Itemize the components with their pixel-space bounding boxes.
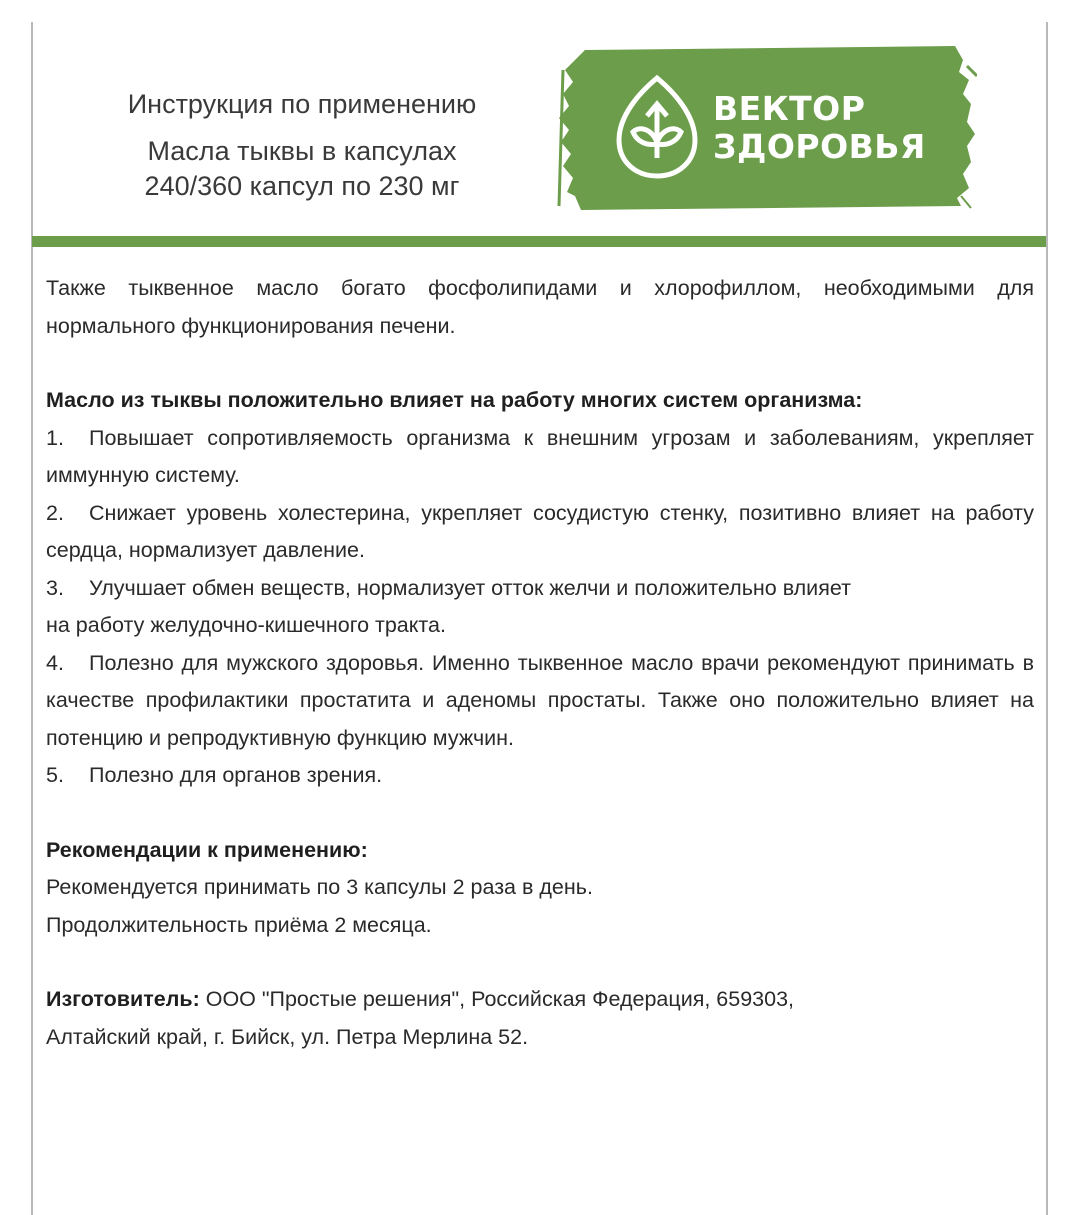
header-subtitle-line2: 240/360 капсул по 230 мг <box>144 171 460 201</box>
logo-text-line1: ВЕКТОР <box>713 89 866 128</box>
benefits-heading: Масло из тыквы положительно влияет на работу многих систем организма: <box>46 388 863 412</box>
instruction-content <box>46 270 1034 1056</box>
leaf-plant-icon <box>615 72 699 180</box>
frame-right-border <box>1046 22 1048 1215</box>
benefit-text-continued: на работу желудочно-кишечного тракта. <box>46 613 446 637</box>
benefit-text: Улучшает обмен веществ, нормализует отток желчи и положительно влияет <box>89 575 851 600</box>
benefit-item-5 <box>46 757 1034 795</box>
benefit-item-1 <box>46 420 1034 495</box>
benefit-item-4 <box>46 645 1034 758</box>
header-subtitle-line1: Масла тыквы в капсулах <box>147 136 457 166</box>
header-title: Инструкция по применению <box>127 89 477 119</box>
benefit-number: 3. <box>46 575 64 600</box>
recommendations-line2: Продолжительность приёма 2 месяца. <box>46 912 432 937</box>
manufacturer-label: Изготовитель: <box>46 987 200 1011</box>
brand-logo <box>557 46 977 210</box>
logo-text-line2: ЗДОРОВЬЯ <box>713 127 926 166</box>
benefit-number: 5. <box>46 763 64 787</box>
manufacturer-line1 <box>46 981 1034 1019</box>
benefit-number: 1. <box>46 425 64 450</box>
benefit-text: Полезно для органов зрения. <box>89 763 383 787</box>
recommendations-line1: Рекомендуется принимать по 3 капсулы 2 раза в день. <box>46 875 593 899</box>
benefit-item-3 <box>46 570 1034 645</box>
benefit-text: Снижает уровень холестерина, укрепляет сосудистую стенку, позитивно влияет на работу сердца, нормализует давление. <box>46 500 1034 562</box>
benefit-number: 4. <box>46 650 64 675</box>
benefit-number: 2. <box>46 500 64 525</box>
manufacturer-text: ООО "Простые решения", Российская Федерация, 659303, <box>199 987 795 1011</box>
header-subtitle <box>102 134 502 204</box>
recommendations-heading: Рекомендации к применению: <box>46 837 368 862</box>
logo-text <box>713 90 926 166</box>
benefit-text: Повышает сопротивляемость организма к внешним угрозам и заболеваниям, укрепляет иммунную систему. <box>46 425 1034 487</box>
benefit-text: Полезно для мужского здоровья. Именно тыквенное масло врачи рекомендуют принимать в качестве профилактики простатита и аденомы простаты. Также оно положительно влияет на потенцию и репродуктивную функцию мужчин. <box>46 650 1034 750</box>
manufacturer-line2: Алтайский край, г. Бийск, ул. Петра Мерлина 52. <box>46 1024 529 1049</box>
intro-paragraph: Также тыквенное масло богато фосфолипидами и хлорофиллом, необходимыми для нормального функционирования печени. <box>46 276 1034 338</box>
benefit-item-2 <box>46 495 1034 570</box>
header-divider-band <box>32 236 1046 247</box>
